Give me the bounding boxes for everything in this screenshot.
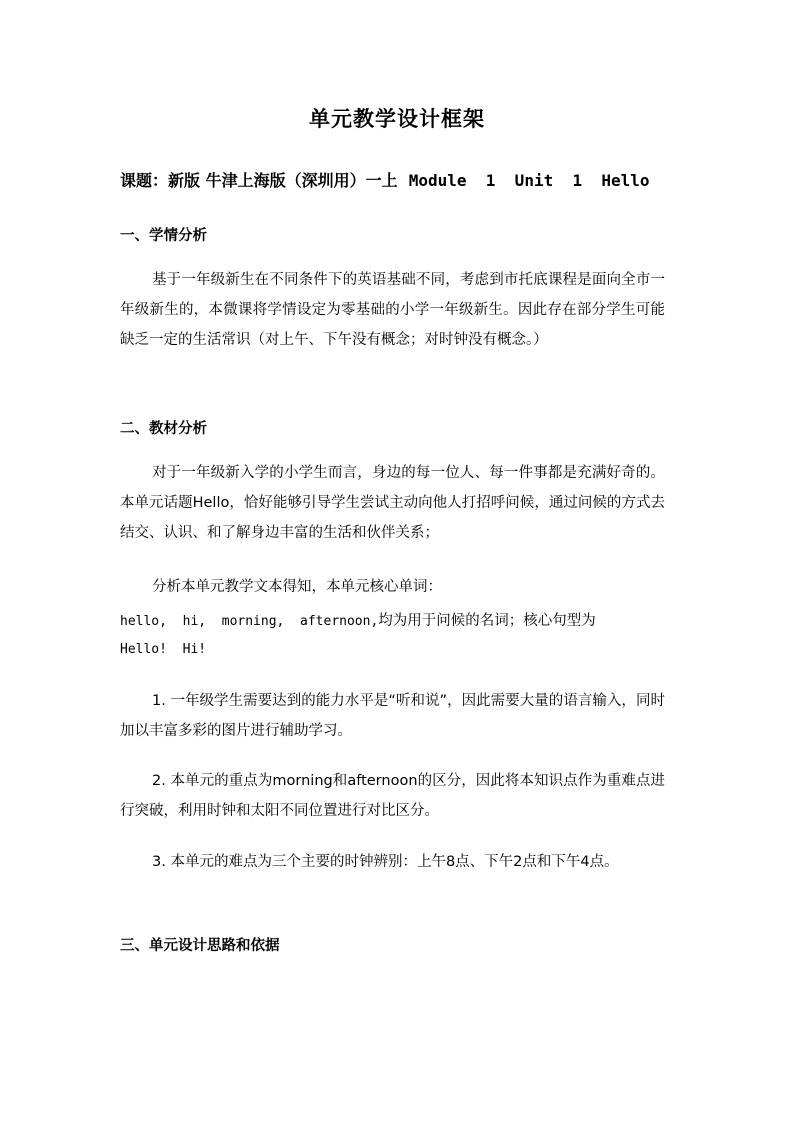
- section-heading-material-analysis: 二、教材分析: [120, 421, 207, 437]
- point-item: 2. 本单元的重点为morning和afternoon的区分，因此将本知识点作为重难点进行突破，利用时钟和太阳不同位置进行对比区分。: [120, 773, 665, 819]
- core-sentence-line: Hello! Hi!: [120, 642, 207, 657]
- analysis-intro: 分析本单元教学文本得知，本单元核心单词：: [152, 579, 442, 595]
- core-words-line: [120, 609, 596, 630]
- core-words-tail: 均为用于问候的名词；核心句型为: [378, 613, 596, 629]
- subject-label: 课题：新版 牛津上海版（深圳用）一上: [120, 171, 398, 190]
- section-heading-learner-analysis: 一、学情分析: [120, 228, 207, 244]
- subject-line: [120, 168, 650, 191]
- paragraph-material-analysis: 对于一年级新入学的小学生而言，身边的每一位人、每一件事都是充满好奇的。本单元话题Hello，恰好能够引导学生尝试主动向他人打招呼问候，通过问候的方式去结交、认识、和了解身边丰富的生活和伙伴关系；: [120, 465, 665, 541]
- paragraph-learner-analysis: 基于一年级新生在不同条件下的英语基础不同，考虑到市托底课程是面向全市一年级新生的，本微课将学情设定为零基础的小学一年级新生。因此存在部分学生可能缺乏一定的生活常识（对上午、下午没有概念；对时钟没有概念。）: [120, 272, 665, 348]
- section-heading-unit-design: 三、单元设计思路和依据: [120, 938, 280, 954]
- core-words: hello, hi, morning, afternoon,: [120, 614, 379, 629]
- subject-english: Module 1 Unit 1 Hello: [408, 171, 650, 190]
- page-title: 单元教学设计框架: [309, 107, 485, 131]
- point-item: 3. 本单元的难点为三个主要的时钟辨别：上午8点、下午2点和下午4点。: [152, 854, 619, 870]
- point-item: 1. 一年级学生需要达到的能力水平是“听和说”，因此需要大量的语言输入，同时加以丰富多彩的图片进行辅助学习。: [120, 693, 665, 739]
